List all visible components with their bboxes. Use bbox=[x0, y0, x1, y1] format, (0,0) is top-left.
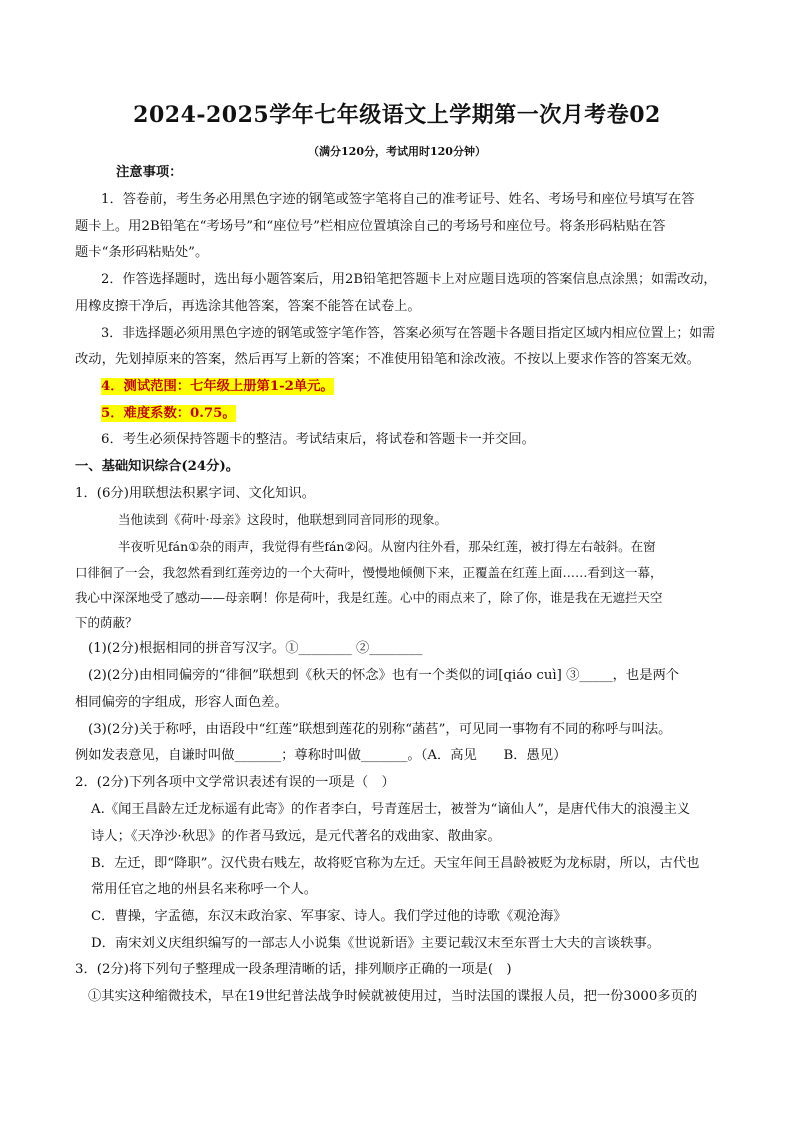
q2-option-c: C．曹操，字孟德，东汉末政治家、军事家、诗人。我们学过他的诗歌《观沧海》 bbox=[91, 909, 567, 924]
notes-line-3: 题卡“条形码粘贴处”。 bbox=[75, 245, 209, 260]
q3-stem: 3．(2分)将下列句子整理成一段条理清晰的话，排列顺序正确的一项是( ) bbox=[75, 962, 512, 977]
notes-line-4: 2．作答选择题时，选出每小题答案后，用2B铅笔把答题卡上对应题目选项的答案信息点涂黑；如需改动， bbox=[101, 272, 717, 287]
q1-sub-3-line-2: 例如发表意见，自谦时叫做_______；尊称时叫做_______。（A．高见 B．愚见） bbox=[75, 748, 567, 763]
notes-line-2: 题卡上。用2B铅笔在“考场号”和“座位号”栏相应位置填涂自己的考场号和座位号。将条形码粘贴在答 bbox=[75, 219, 666, 234]
difficulty-highlight: 5．难度系数：0.75。 bbox=[101, 406, 236, 421]
page-title: 2024-2025学年七年级语文上学期第一次月考卷02 bbox=[133, 102, 661, 128]
q2-option-b-line-1: B．左迁，即“降职”。汉代贵右贱左，故将贬官称为左迁。天宝年间王昌龄被贬为龙标尉，所以，古代也 bbox=[91, 856, 700, 871]
notes-heading: 注意事项： bbox=[116, 165, 183, 180]
q2-stem: 2．(2分)下列各项中文学常识表述有误的一项是（ ） bbox=[75, 775, 395, 790]
page-subtitle: （满分120分，考试用时120分钟） bbox=[308, 145, 486, 158]
q1-passage-line-3: 我心中深深地受了感动——母亲啊！你是荷叶，我是红莲。心中的雨点来了，除了你，谁是我在无遮拦天空 bbox=[75, 590, 663, 605]
notes-line-9-highlighted bbox=[101, 405, 236, 423]
notes-line-10: 6．考生必须保持答题卡的整洁。考试结束后，将试卷和答题卡一并交回。 bbox=[101, 432, 535, 447]
q2-option-a-line-2: 诗人；《天净沙·秋思》的作者马致远，是元代著名的戏曲家、散曲家。 bbox=[91, 829, 501, 844]
test-scope-highlight: 4．测试范围：七年级上册第1-2单元。 bbox=[101, 379, 334, 394]
q2-option-d: D．南宋刘义庆组织编写的一部志人小说集《世说新语》主要记载汉末至东晋士大夫的言谈轶事。 bbox=[91, 936, 661, 951]
q2-option-b-line-2: 常用任官之地的州县名来称呼一个人。 bbox=[91, 882, 318, 897]
q1-sub-2-line-1: (2)(2分)由相同偏旁的“徘徊”联想到《秋天的怀念》也有一个类似的词[qiáo cuì] ③_____，也是两个 bbox=[88, 668, 680, 683]
notes-line-8-highlighted bbox=[101, 378, 334, 396]
q1-stem: 1．(6分)用联想法积累字词、文化知识。 bbox=[75, 486, 316, 501]
q1-intro: 当他读到《荷叶·母亲》这段时，他联想到同音同形的现象。 bbox=[118, 512, 447, 527]
q1-sub-2-line-2: 相同偏旁的字组成，形容人面色差。 bbox=[75, 695, 288, 710]
notes-line-5: 用橡皮擦干净后，再选涂其他答案，答案不能答在试卷上。 bbox=[75, 299, 421, 314]
q1-sub-3-line-1: (3)(2分)关于称呼，由语段中“红莲”联想到莲花的别称“菡萏”，可见同一事物有不同的称呼与叫法。 bbox=[88, 722, 672, 737]
q2-option-a-line-1: A.《闻王昌龄左迁龙标遥有此寄》的作者李白，号青莲居士，被誉为“谪仙人”，是唐代伟大的浪漫主义 bbox=[91, 802, 691, 817]
notes-line-7: 改动，先划掉原来的答案，然后再写上新的答案；不准使用铅笔和涂改液。不按以上要求作答的答案无效。 bbox=[75, 352, 700, 367]
q1-sub-1: (1)(2分)根据相同的拼音写汉字。①________ ②________ bbox=[88, 641, 423, 656]
section-1-heading: 一、基础知识综合(24分)。 bbox=[75, 459, 240, 474]
q3-sentence-1: ①其实这种缩微技术，早在19世纪普法战争时候就被使用过，当时法国的谍报人员，把一份3000多页的 bbox=[88, 989, 698, 1004]
notes-line-6: 3．非选择题必须用黑色字迹的钢笔或签字笔作答，答案必须写在答题卡各题目指定区域内相应位置上；如需 bbox=[101, 326, 716, 341]
notes-line-1: 1．答卷前，考生务必用黑色字迹的钢笔或签字笔将自己的准考证号、姓名、考场号和座位号填写在答 bbox=[101, 192, 695, 207]
q1-passage-line-1: 半夜听见fán①杂的雨声，我觉得有些fán②闷。从窗内往外看，那朵红莲，被打得左右敧斜。在窗 bbox=[118, 539, 656, 554]
q1-passage-line-2: 口徘徊了一会，我忽然看到红莲旁边的一个大荷叶，慢慢地倾侧下来，正覆盖在红莲上面……看到这一幕， bbox=[75, 565, 663, 580]
q1-passage-line-4: 下的荫蔽？ bbox=[75, 615, 138, 630]
